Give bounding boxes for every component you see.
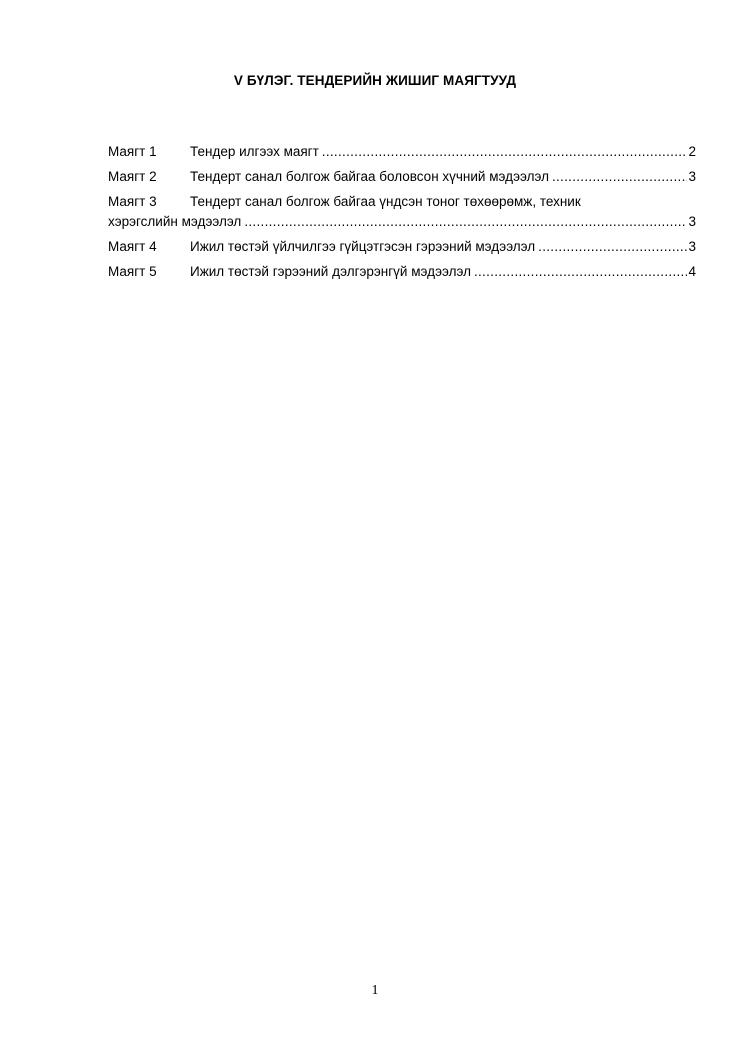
toc-dot-leader: [474, 262, 688, 282]
toc-entry-title: Тендерт санал болгож байгаа боловсон хүчний мэдээлэл: [190, 169, 549, 184]
toc-entry[interactable]: [108, 192, 696, 232]
toc-entry-page: 3: [688, 239, 696, 254]
toc-entry-label: Маягт 3: [108, 194, 157, 209]
page-number: 1: [371, 983, 379, 998]
toc-entry-title: Ижил төстэй гэрээний дэлгэрэнгүй мэдээлэл: [190, 264, 471, 279]
table-of-contents: [108, 142, 696, 287]
toc-entry[interactable]: [108, 167, 696, 187]
toc-entry-page: 3: [688, 214, 696, 229]
toc-entry[interactable]: [108, 237, 696, 257]
toc-entry[interactable]: [108, 262, 696, 282]
toc-dot-leader: [552, 167, 688, 187]
toc-entry-label: Маягт 2: [108, 169, 157, 184]
toc-dot-leader: [322, 142, 688, 162]
toc-entry-page: 3: [688, 169, 696, 184]
toc-entry-title: Тендерт санал болгож байгаа үндсэн тоног төхөөрөмж, техник: [190, 194, 581, 209]
toc-entry-title-continued: хэрэгслийн мэдээлэл: [108, 214, 242, 229]
toc-entry-title: Ижил төстэй үйлчилгээ гүйцэтгэсэн гэрээний мэдээлэл: [190, 239, 536, 254]
page-title: V БҮЛЭГ. ТЕНДЕРИЙН ЖИШИГ МАЯГТУУД: [233, 73, 517, 88]
toc-entry-label: Маягт 4: [108, 239, 157, 254]
toc-entry-page: 2: [688, 144, 696, 159]
toc-entry-page: 4: [688, 264, 696, 279]
toc-entry-label: Маягт 1: [108, 144, 157, 159]
toc-entry-title: Тендер илгээх маягт: [190, 144, 319, 159]
toc-entry-label: Маягт 5: [108, 264, 157, 279]
toc-dot-leader: [538, 237, 687, 257]
toc-dot-leader: [244, 212, 687, 232]
toc-entry[interactable]: [108, 142, 696, 162]
